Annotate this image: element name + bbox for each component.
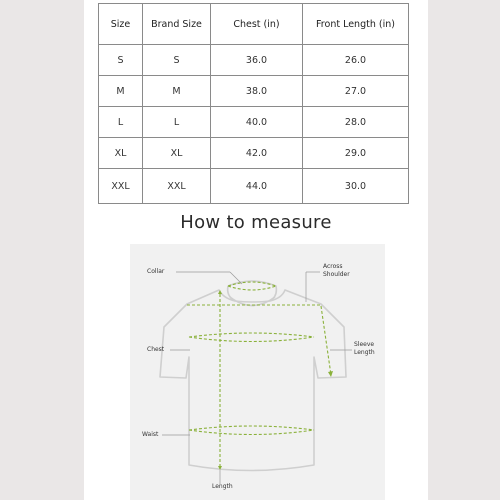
cell-front-length: 30.0 [303,169,409,204]
label-chest: Chest [147,346,165,353]
size-chart-sheet [84,0,428,500]
chest-line-back [189,333,314,337]
cell-chest: 40.0 [211,107,303,138]
cell-size: S [99,45,143,76]
cell-brand-size: L [143,107,211,138]
table-row [99,169,409,204]
arrow-heads [218,290,333,470]
cell-front-length: 28.0 [303,107,409,138]
size-chart-table [98,3,409,204]
label-sleeve-line1: Sleeve [354,341,375,348]
cell-brand-size: M [143,76,211,107]
sleeve-line [321,306,331,375]
label-collar: Collar [147,268,165,275]
table-row [99,107,409,138]
table-row [99,45,409,76]
cell-chest: 44.0 [211,169,303,204]
label-waist: Waist [142,431,159,438]
collar-line [228,282,276,286]
cell-chest: 42.0 [211,138,303,169]
header-front-length: Front Length (in) [303,4,409,45]
table-row [99,138,409,169]
measurement-lines [187,282,331,466]
cell-size: XL [99,138,143,169]
waist-line-front [189,430,314,435]
cell-front-length: 29.0 [303,138,409,169]
cell-front-length: 26.0 [303,45,409,76]
header-chest: Chest (in) [211,4,303,45]
collar-line-back [228,286,276,290]
table-header-row [99,4,409,45]
shirt-outline [160,281,346,471]
measurement-diagram [130,244,385,500]
waist-line-back [189,426,314,430]
header-brand-size: Brand Size [143,4,211,45]
cell-brand-size: S [143,45,211,76]
label-length: Length [212,483,233,490]
label-across-line1: Across [323,263,343,270]
header-size: Size [99,4,143,45]
cell-chest: 38.0 [211,76,303,107]
cell-brand-size: XL [143,138,211,169]
cell-size: XXL [99,169,143,204]
chest-line-front [189,337,314,342]
tshirt-outline-icon [130,244,385,500]
table-row [99,76,409,107]
cell-front-length: 27.0 [303,76,409,107]
cell-chest: 36.0 [211,45,303,76]
how-to-measure-title: How to measure [180,212,332,233]
cell-brand-size: XXL [143,169,211,204]
label-shoulder-line2: Shoulder [323,271,350,278]
cell-size: L [99,107,143,138]
cell-size: M [99,76,143,107]
label-length-line2: Length [354,349,375,356]
